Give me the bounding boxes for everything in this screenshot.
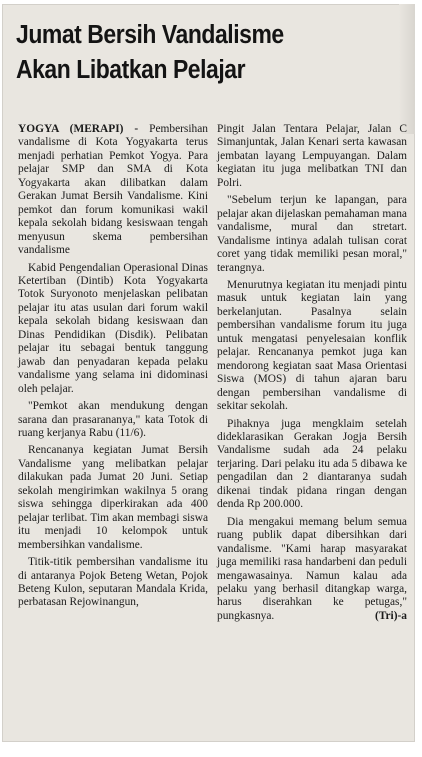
article-column-right [217, 123, 407, 627]
article-headline [16, 18, 358, 88]
newspaper-clipping [2, 4, 415, 742]
paragraph: Kabid Pengendalian Operasional Dinas Ketertiban (Dintib) Kota Yogyakarta Totok Suryonoto menjelaskan pelibatan pelajar itu atas usulan dari forum wakil kepala sekolah bidang kesiswaan dan Dinas Pendidikan (Disdik). Pelibatan pelajar itu sebagai bentuk tanggung jawab dan penyadaran kepada pelaku vandalisme yang selama ini didominasi oleh pelajar. [18, 261, 208, 395]
paragraph-last-text: Dia mengakui memang belum semua ruang publik dapat dibersihkan dari vandalisme. "Kami harap masyarakat juga memiliki rasa handarbeni dan peduli mengawasainya. Namun kalau ada pelaku yang berhasil ditangkap warga, harus diserahkan ke petugas," pungkasnya. [217, 515, 407, 622]
headline-line-2: Akan Libatkan Pelajar [16, 56, 246, 84]
paragraph: "Sebelum terjun ke lapangan, para pelajar akan dijelaskan pemahaman mana vandalisme, mural dan stretart. Vandalisme intinya adalah tulisan corat coret yang tidak memiliki pesan moral," terangnya. [217, 194, 407, 274]
paragraph-lead [18, 123, 208, 258]
paragraph: Rencananya kegiatan Jumat Bersih Vandalisme yang melibatkan pelajar dilakukan pada Jumat 20 Juni. Setiap sekolah mengirimkan wakilnya 5 orang siswa sehingga diperkirakan ada 400 pelajar terlibat. Tim akan membagi siswa itu menjadi 10 kelompok untuk membersihkan vandalisme. [18, 444, 208, 551]
paragraph: Menurutnya kegiatan itu menjadi pintu masuk untuk kegiatan lain yang berkelanjutan. Pasalnya selain pembersihan vandalisme forum itu juga untuk mengatasi penyelesaian konflik pelajar. Rencananya pemkot juga kan mendorong kegiatan saat Masa Orientasi Siswa (MOS) di tahun ajaran baru dengan pembersihan vandalisme di sekitar sekolah. [217, 278, 407, 413]
paragraph: "Pemkot akan mendukung dengan sarana dan prasarananya," kata Totok di ruang kerjanya Rabu (11/6). [18, 400, 208, 439]
paragraph: Titik-titik pembersihan vandalisme itu di antaranya Pojok Beteng Wetan, Pojok Beteng Kulon, seputaran Mandala Krida, perbatasan Rejowinangun, [18, 556, 208, 609]
page-edge-shadow [399, 4, 415, 134]
paragraph-lead-text: Pembersihan vandalisme di Kota Yogyakarta terus menjadi perhatian Pemkot Yogya. Para pelajar SMP dan SMA di Kota Yogyakarta akan dilibatkan dalam Gerakan Jumat Bersih Vandalisme. Kini pemkot dan forum komunikasi wakil kepala sekolah bidang kesiswaan tengah menyusun skema pembersihan vandalisme [18, 123, 208, 257]
author-signature: (Tri)-a [374, 609, 407, 622]
paragraph-last [217, 516, 407, 624]
article-column-left [18, 123, 208, 614]
paragraph: Pingit Jalan Tentara Pelajar, Jalan C Simanjuntak, Jalan Kenari serta kawasan jembatan layang Lempuyangan. Dalam kegiatan itu juga melibatkan TNI dan Polri. [217, 123, 407, 189]
dateline: YOGYA (MERAPI) - [18, 123, 139, 135]
paragraph: Pihaknya juga mengklaim setelah dideklarasikan Gerakan Jogja Bersih Vandalisme sudah ada 24 pelaku terjaring. Dari pelaku itu ada 5 dibawa ke pengadilan dan 2 diantaranya sudah dikenai tindak pidana ringan dengan denda Rp 200.000. [217, 417, 407, 511]
headline-line-1: Jumat Bersih Vandalisme [16, 21, 284, 49]
